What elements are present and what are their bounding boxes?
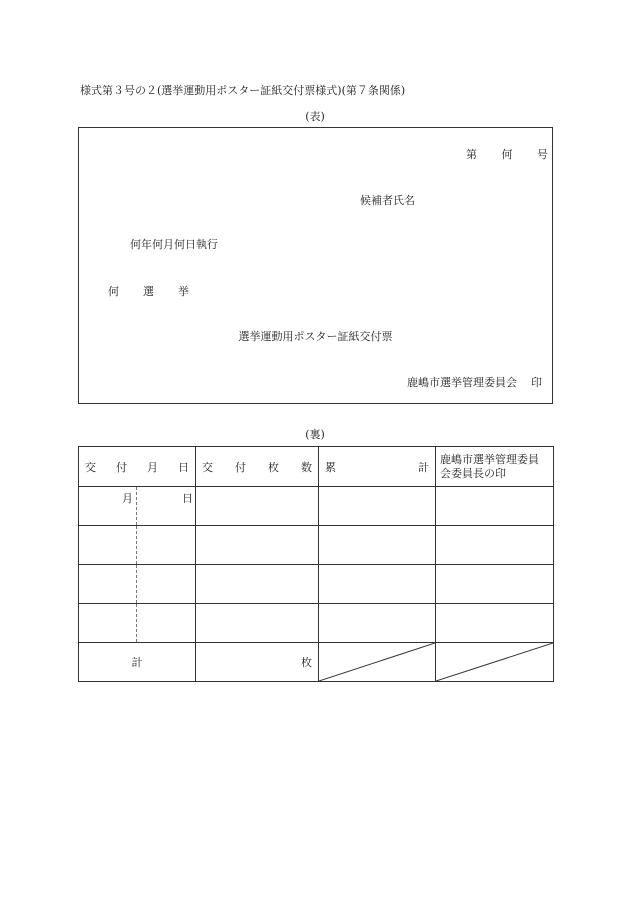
total-cumulative-crossed [319,643,436,682]
cumulative-cell[interactable] [319,526,436,565]
number-char: 何 [501,148,513,161]
number-char: 号 [537,148,548,161]
seal-cell[interactable] [436,604,554,643]
header-char: 数 [301,460,312,474]
election-name-char: 挙 [178,285,189,298]
cumulative-cell[interactable] [319,565,436,604]
count-cell[interactable] [196,565,319,604]
diagonal-slash [319,643,435,681]
number-char: 第 [466,148,477,161]
date-cell [79,487,196,526]
seal-cell[interactable] [436,565,554,604]
header-count [196,447,319,487]
document-number [466,146,548,162]
candidate-name-label: 候補者氏名 [360,194,415,207]
back-label: (裏) [305,428,325,441]
header-date [79,447,196,487]
header-char: 交 [202,460,213,474]
date-divider [136,487,137,525]
total-label: 計 [79,643,196,682]
total-seal-crossed [436,643,554,682]
table-row [79,565,554,604]
header-char: 付 [235,460,246,474]
issuer [407,374,542,390]
header-char: 付 [116,460,127,474]
count-cell[interactable] [196,526,319,565]
header-char: 月 [147,460,158,474]
form-title: 様式第３号の２(選挙運動用ポスター証紙交付票様式)(第７条関係) [80,84,406,97]
table-header-row [79,447,554,487]
date-divider [136,604,137,642]
front-card [78,127,553,404]
date-divider [136,526,137,564]
seal-mark: 印 [531,376,542,389]
date-cell[interactable] [79,565,196,604]
header-char: 枚 [268,460,279,474]
table-row [79,604,554,643]
day-label: 日 [182,492,193,505]
header-seal-line2: 会委員長の印 [440,466,506,480]
count-cell[interactable] [196,604,319,643]
header-char: 日 [178,460,189,474]
table-row [79,526,554,565]
date-cell[interactable] [79,526,196,565]
unit-label: 枚 [301,656,312,669]
issuer-name: 鹿嶋市選挙管理委員会 [407,376,517,389]
header-char: 累 [325,460,336,474]
header-cumulative [319,447,436,487]
election-name [108,283,189,299]
header-char: 交 [85,460,96,474]
date-divider [136,565,137,603]
diagonal-slash [436,643,553,681]
header-seal [436,447,554,487]
seal-cell[interactable] [436,487,554,526]
table-row [79,487,554,526]
election-name-char: 選 [143,285,154,298]
cumulative-cell[interactable] [319,604,436,643]
date-cell[interactable] [79,604,196,643]
form-name: 選挙運動用ポスター証紙交付票 [238,330,393,343]
count-cell[interactable] [196,487,319,526]
header-char: 計 [418,460,429,474]
total-count-cell [196,643,319,682]
total-row [79,643,554,682]
front-label: (表) [305,110,325,123]
seal-cell[interactable] [436,526,554,565]
month-label: 月 [122,492,133,505]
header-seal-line1: 鹿嶋市選挙管理委員 [440,452,539,466]
election-date: 何年何月何日執行 [130,238,218,251]
cumulative-cell[interactable] [319,487,436,526]
issuance-table [78,446,554,682]
election-name-char: 何 [108,285,119,298]
